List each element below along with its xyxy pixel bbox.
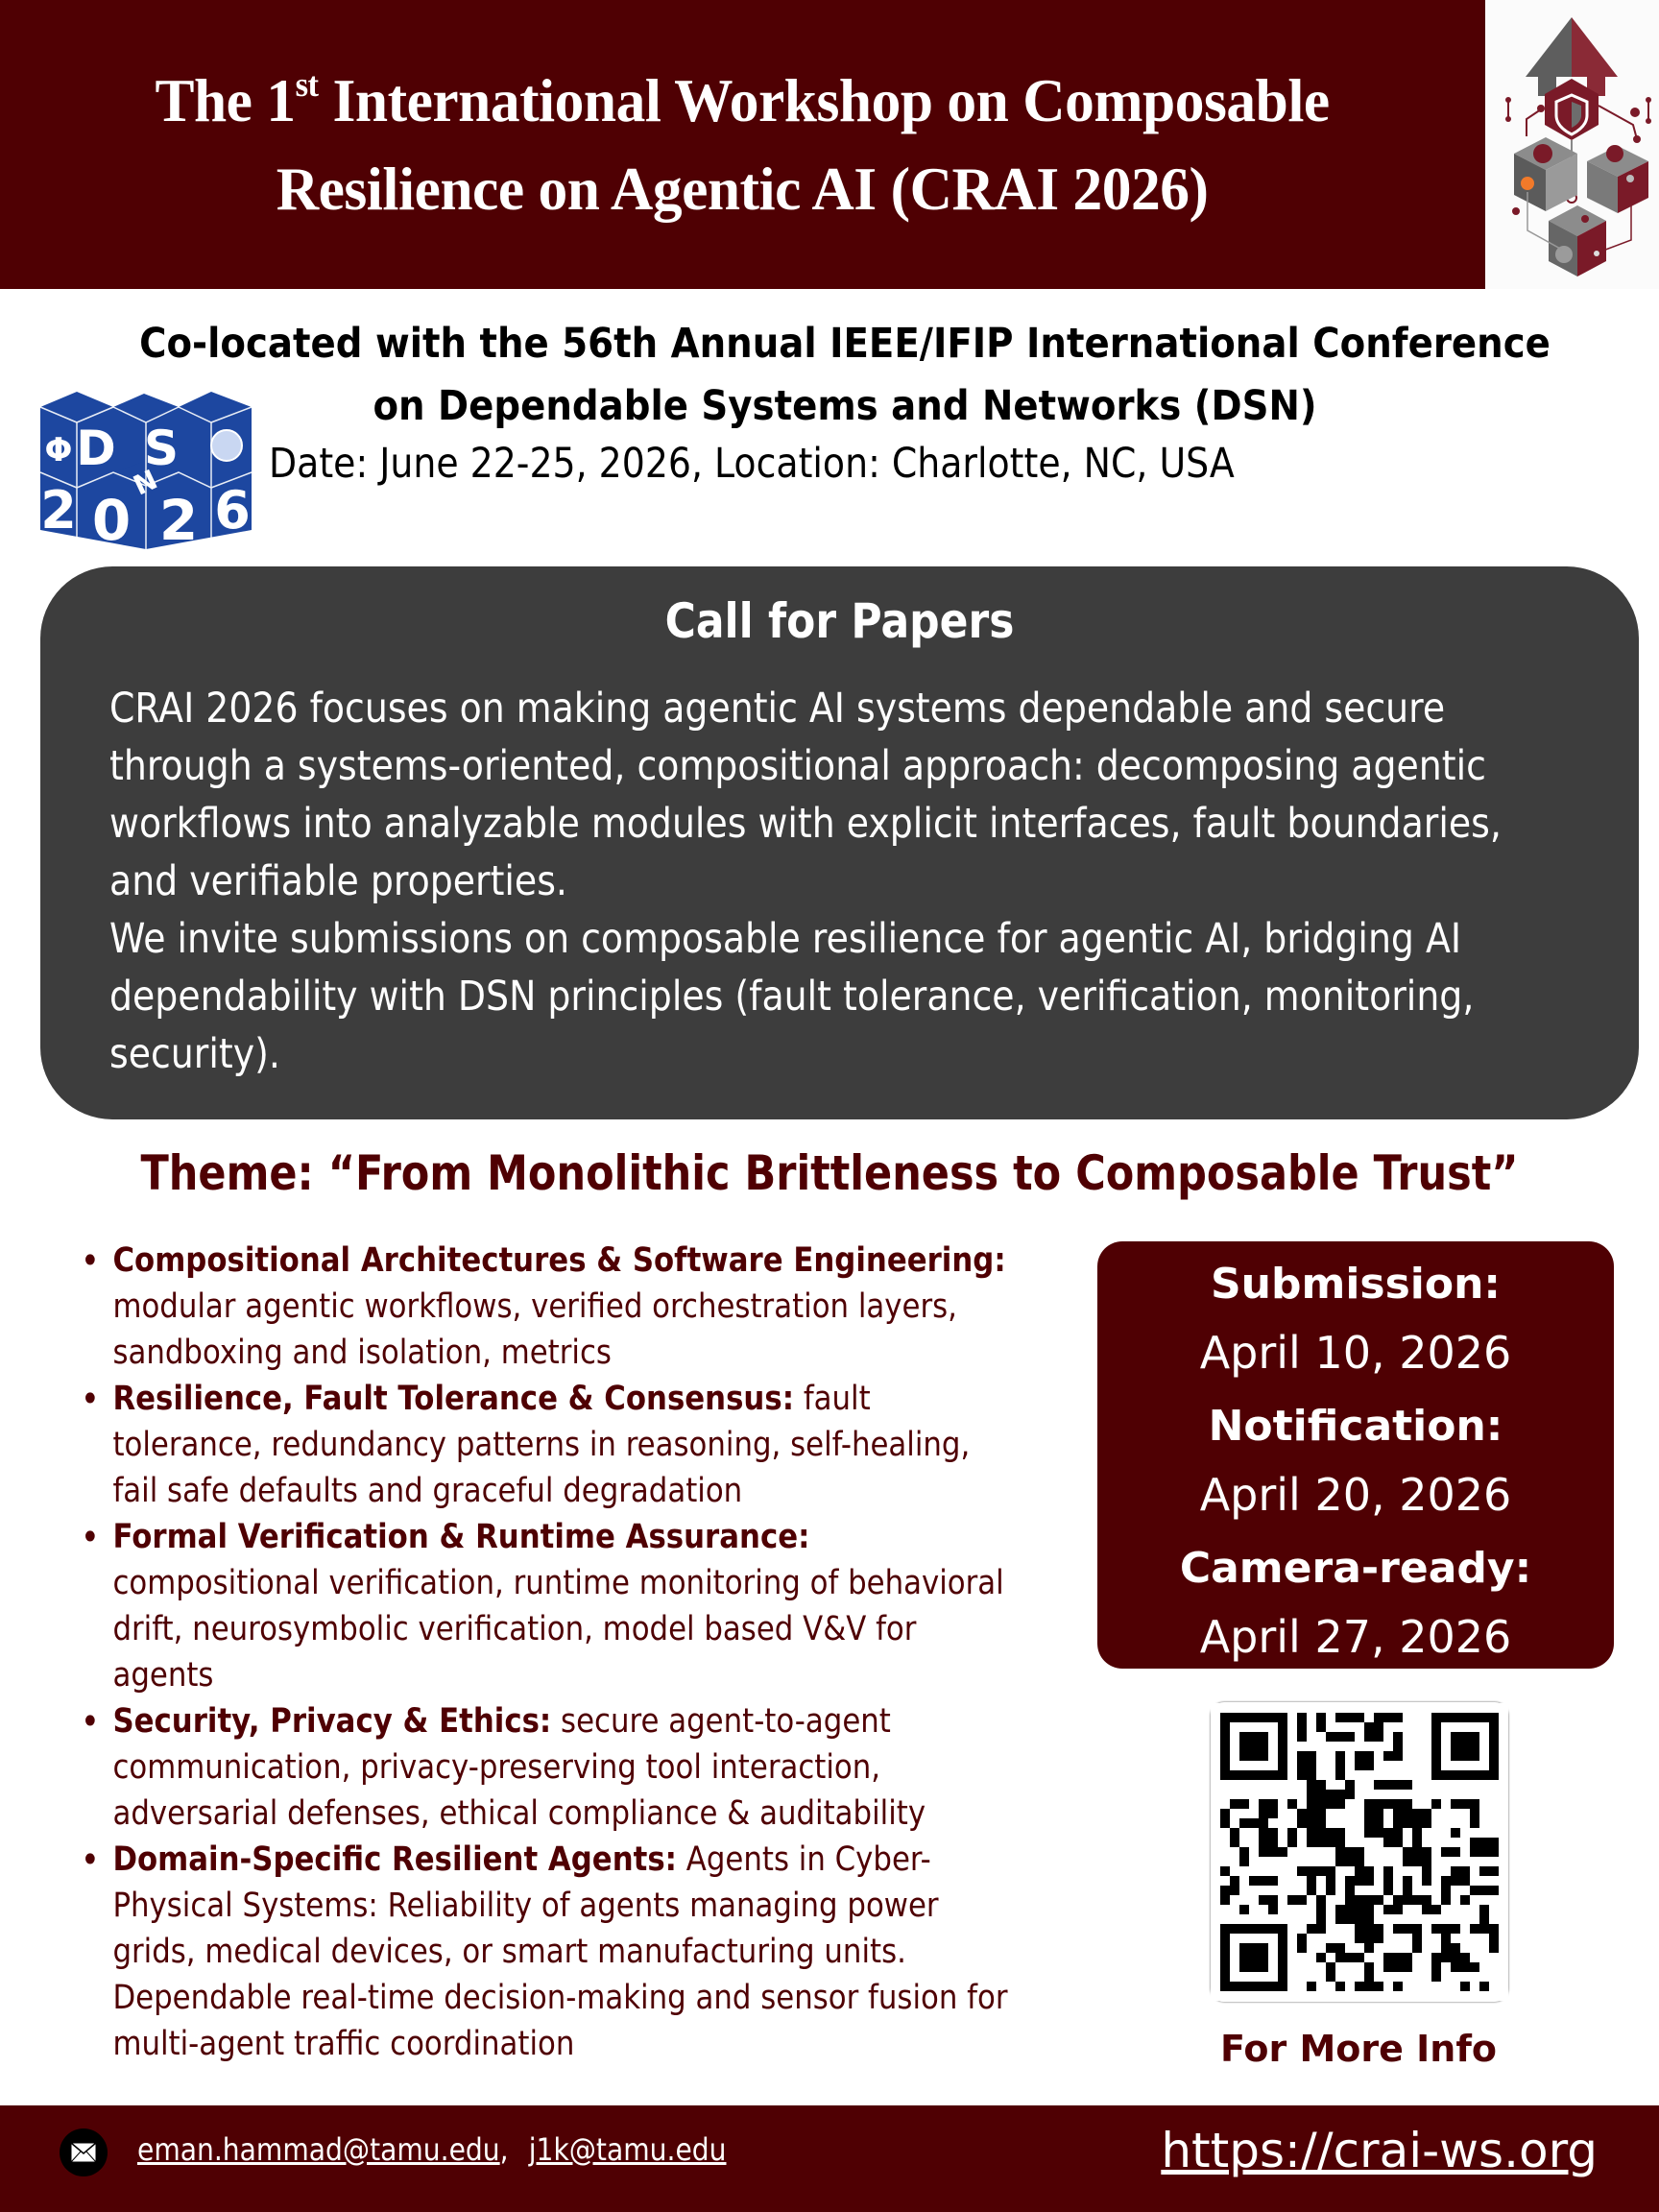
colocation-heading: Co-located with the 56th Annual IEEE/IFIP International Conference on Dependable Systems and Networks (DSN) xyxy=(139,320,1551,430)
date-location: Date: June 22-25, 2026, Location: Charlotte, NC, USA xyxy=(269,440,1235,488)
cfp-title: Call for Papers xyxy=(664,593,1015,649)
title-line-2: Resilience on Agentic AI (CRAI 2026) xyxy=(276,154,1209,223)
topic-item: • Security, Privacy & Ethics: secure agent-to-agent communication, privacy-preserving tool interaction, adversarial defenses, ethical compliance & auditability xyxy=(81,1698,1019,1837)
notification-date: April 20, 2026 xyxy=(1199,1469,1512,1521)
workshop-title xyxy=(156,57,1330,233)
qr-caption: For More Info xyxy=(1220,2028,1497,2070)
svg-text:S: S xyxy=(143,421,180,476)
svg-text:2: 2 xyxy=(158,488,199,549)
envelope-icon xyxy=(60,2128,108,2176)
cfp-paragraph: We invite submissions on composable resilience for agentic AI, bridging AI dependability with DSN principles (fault tolerance, verification, monitoring, security). xyxy=(109,915,1475,1078)
email-link-j1k[interactable]: j1k@tamu.edu xyxy=(528,2131,727,2168)
camera-ready-label: Camera-ready: xyxy=(1179,1544,1532,1593)
qr-code-icon xyxy=(1211,1702,1508,2002)
topics-list xyxy=(81,1238,1019,2067)
notification-label: Notification: xyxy=(1208,1402,1503,1451)
svg-text:6: 6 xyxy=(214,480,251,541)
submission-label: Submission: xyxy=(1210,1260,1502,1309)
call-for-papers-panel xyxy=(40,566,1639,1119)
topic-item: • Domain-Specific Resilient Agents: Agents in Cyber-Physical Systems: Reliability of agents managing power grids, medical devices, or smart manufacturing units. Dependable real-time decision-making and sensor fusion for multi-agent traffic coordination xyxy=(81,1837,1019,2067)
composable-resilience-logo xyxy=(1485,0,1659,289)
dsn-2026-logo xyxy=(38,386,253,549)
submission-date: April 10, 2026 xyxy=(1199,1327,1512,1379)
dsn-cubes-icon xyxy=(38,386,253,549)
footer-bar xyxy=(0,2105,1659,2212)
svg-text:0: 0 xyxy=(91,488,132,549)
header-banner xyxy=(0,0,1485,289)
cfp-body xyxy=(109,680,1503,1083)
cfp-paragraph: CRAI 2026 focuses on making agentic AI systems dependable and secure through a systems-oriented, compositional approach: decomposing agentic workflows into analyzable modules with explicit interfaces, fault boundaries, and verifiable properties. xyxy=(109,685,1502,905)
theme-heading: Theme: “From Monolithic Brittleness to Composable Trust” xyxy=(140,1145,1519,1201)
svg-text:Φ: Φ xyxy=(44,431,73,469)
contact-emails: eman.hammad@tamu.edu, j1k@tamu.edu xyxy=(137,2131,727,2168)
svg-text:D: D xyxy=(76,421,116,476)
camera-ready-date: April 27, 2026 xyxy=(1199,1611,1512,1663)
svg-text:N: N xyxy=(128,463,162,502)
arrow-cubes-shield-icon xyxy=(1485,0,1659,289)
qr-code[interactable] xyxy=(1211,1702,1508,2002)
topic-item: • Compositional Architectures & Software Engineering: modular agentic workflows, verified orchestration layers, sandboxing and isolation, metrics xyxy=(81,1238,1019,1376)
important-dates-panel xyxy=(1097,1241,1614,1669)
website-link[interactable]: https://crai-ws.org xyxy=(1161,2123,1598,2178)
email-link-eman[interactable]: eman.hammad@tamu.edu xyxy=(137,2131,500,2168)
topic-item: • Formal Verification & Runtime Assurance: compositional verification, runtime monitoring of behavioral drift, neurosymbolic verification, model based V&V for agents xyxy=(81,1514,1019,1698)
topic-item: • Resilience, Fault Tolerance & Consensus: fault tolerance, redundancy patterns in reasoning, self-healing, fail safe defaults and graceful degradation xyxy=(81,1376,1019,1514)
svg-text:2: 2 xyxy=(40,480,77,541)
title-line-1: The 1st International Workshop on Composable xyxy=(155,64,1331,134)
